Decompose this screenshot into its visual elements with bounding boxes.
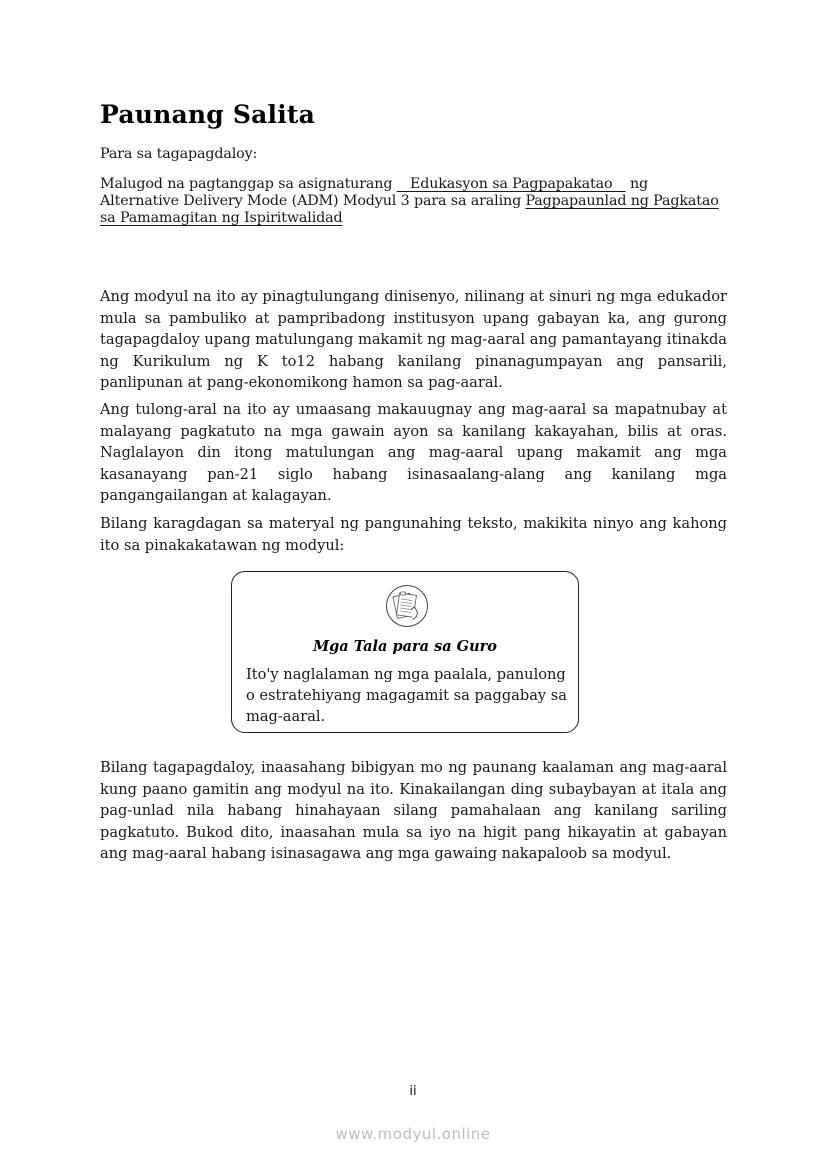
body-paragraph-3: Bilang karagdagan sa materyal ng pangunahing teksto, makikita ninyo ang kahong ito sa pinakakatawan ng modyul:	[100, 515, 727, 554]
subject-blank-after	[612, 176, 625, 192]
body-paragraph-1: Ang modyul na ito ay pinagtulungang dinisenyo, nilinang at sinuri ng mga edukador mula sa pambuliko at pampribadong institusyon upang gabayan ka, ang gurong tagapagdaloy upang matulungang makamit ng mag-aaral ang pamantayang itinakda ng Kurikulum ng K to12 habang kanilang pinanagumpayan ang pansarili, panlipunan at pang-ekonomikong hamon sa pag-aaral.	[100, 288, 727, 391]
watermark: www.modyul.online	[335, 1125, 491, 1143]
body-paragraph-2: Ang tulong-aral na ito ay umaasang makauugnay ang mag-aaral sa mapatnubay at malayang pagkatuto na mga gawain ayon sa kanilang kakayahan, bilis at oras. Naglalayon din itong matulungan ang mag-aaral upang makamit ang mga kasanayang pan-21 siglo habang isinasaalang-alang ang kanilang mga pangangailangan at kalagayan.	[100, 401, 727, 504]
teacher-notes-callout	[231, 571, 579, 733]
welcome-paragraph	[100, 176, 727, 227]
page-title: Paunang Salita	[100, 100, 316, 129]
page-number: ii	[409, 1084, 417, 1099]
subject-name: Edukasyon sa Pagpapakatao	[409, 176, 613, 192]
welcome-text-before: Malugod na pagtanggap sa asignaturang	[100, 176, 397, 192]
callout-title: Mga Tala para sa Guro	[313, 638, 497, 655]
lesson-title: Pagpapaunlad ng Pagkatao sa Pamamagitan ng Ispiritwalidad	[100, 193, 719, 226]
teacher-notes-clipboard-icon	[385, 584, 429, 628]
body-paragraph-4: Bilang tagapagdaloy, inaasahang bibigyan mo ng paunang kaalaman ang mag-aaral kung paano gamitin ang modyul na ito. Kinakailangan ding subaybayan at itala ang pag-unlad nila habang hinahayaan silang pamahalaan ang kanilang sariling pagkatuto. Bukod dito, inaasahan mula sa iyo na higit pang hikayatin at gabayan ang mag-aaral habang isinasagawa ang mga gawaing nakapaloob sa modyul.	[100, 759, 727, 862]
welcome-text-middle: ng Alternative Delivery Mode (ADM) Modyul 3 para sa araling	[100, 176, 649, 209]
subject-blank-before	[397, 176, 410, 192]
callout-text: Ito'y naglalaman ng mga paalala, panulong o estratehiyang magagamit sa paggabay sa mag-aaral.	[246, 666, 567, 725]
salutation: Para sa tagapagdaloy:	[100, 146, 258, 162]
